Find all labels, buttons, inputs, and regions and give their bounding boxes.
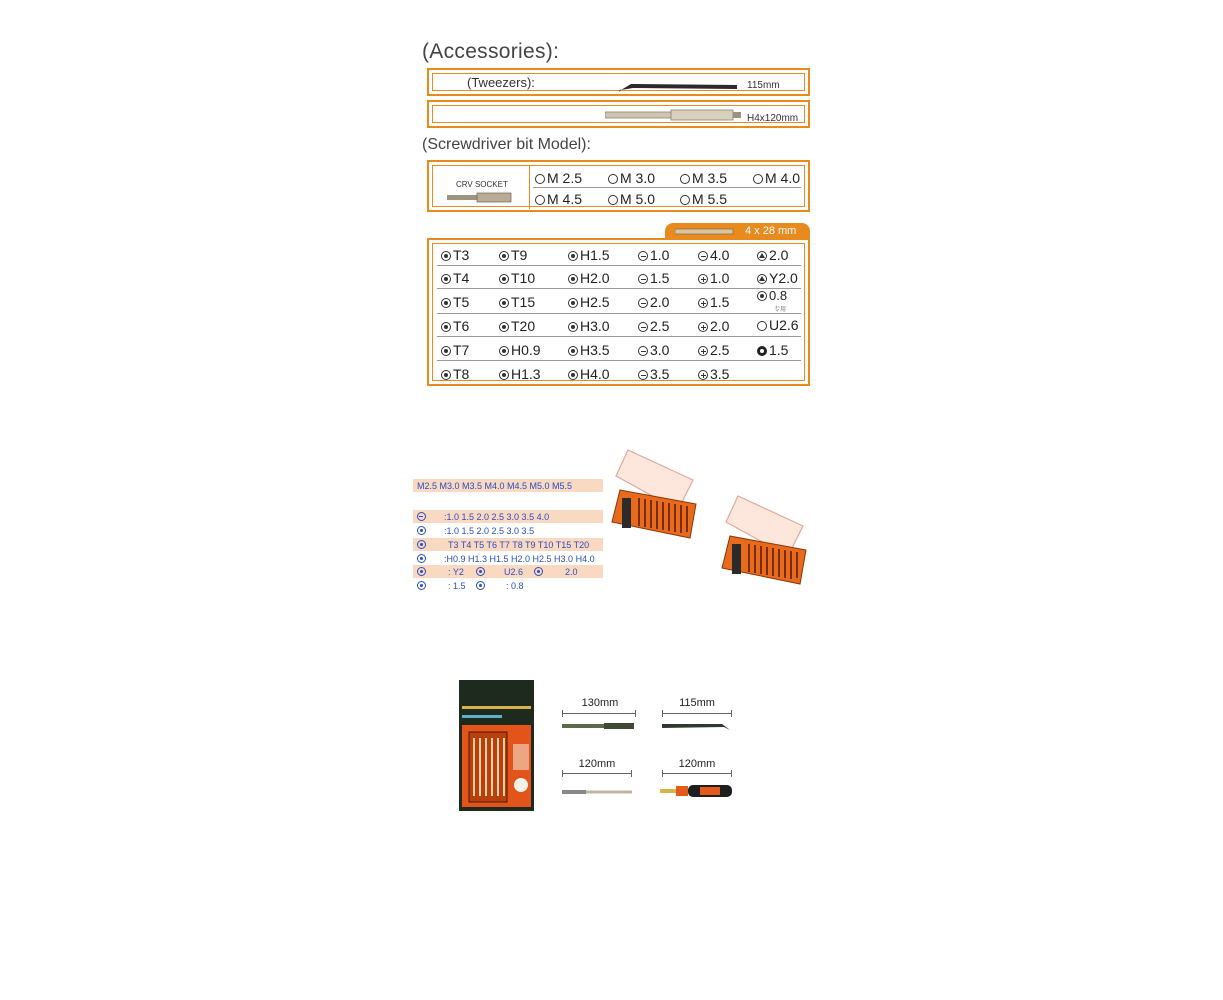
bit-cell: H1.3	[499, 366, 541, 382]
package-image	[459, 680, 534, 811]
kit-image-1	[608, 448, 703, 543]
tool-2-size: 115mm	[679, 697, 715, 709]
socket-icon	[535, 174, 545, 184]
tri-point-icon	[534, 567, 543, 576]
blue-row-tri-c: 2.0	[565, 567, 578, 577]
blue-row-last-a: : 1.5	[448, 581, 466, 591]
bit-size-tab: 4 x 28 mm	[665, 223, 810, 240]
bit-cell: T3	[441, 247, 469, 263]
bit-cell: 1.5	[698, 294, 729, 310]
bit-cell: T6	[441, 318, 469, 334]
bit-cell: T20	[499, 318, 535, 334]
socket-icon	[753, 174, 763, 184]
blue-row-tri-b: U2.6	[504, 567, 524, 577]
blue-row-slot: :1.0 1.5 2.0 2.5 3.0 3.5 4.0	[444, 512, 550, 522]
extension-rod-image	[562, 722, 636, 730]
model-heading: (Screwdriver bit Model):	[422, 136, 591, 153]
m-size-6: M 5.0	[608, 191, 655, 207]
bit-cell: H3.5	[568, 342, 610, 358]
bit-cell: T9	[499, 247, 527, 263]
socket-icon	[608, 174, 618, 184]
tweezers-image	[619, 74, 741, 94]
bit-cell: 2.5	[638, 318, 669, 334]
socket-icon	[680, 174, 690, 184]
u-icon	[476, 567, 485, 576]
bit-cell: T10	[499, 270, 535, 286]
bit-cell: 1.5	[638, 270, 669, 286]
bit-image	[675, 227, 735, 236]
bit-cell: T15	[499, 294, 535, 310]
bit-cell: 2.0	[698, 318, 729, 334]
bit-cell: H1.5	[568, 247, 610, 263]
socket-box	[427, 160, 810, 212]
bit-cell: 1.0	[698, 270, 729, 286]
m-size-5: M 4.5	[535, 191, 582, 207]
bit-cell: 3.0	[638, 342, 669, 358]
m-size-2: M 3.0	[608, 170, 655, 186]
socket-image	[447, 192, 513, 204]
bit-cell: H3.0	[568, 318, 610, 334]
pentalobe-icon	[417, 581, 426, 590]
bit-cell: 4.0	[698, 247, 729, 263]
star-icon	[476, 581, 485, 590]
socket-icon	[608, 195, 618, 205]
m-size-1: M 2.5	[535, 170, 582, 186]
bit-cell: 1.0	[638, 247, 669, 263]
bit-cell: 1.5	[757, 342, 788, 358]
bit-cell: H2.0	[568, 270, 610, 286]
bit-cell: T4	[441, 270, 469, 286]
socket-icon	[535, 195, 545, 205]
tweezers-label: (Tweezers):	[467, 75, 535, 90]
slot-icon	[417, 512, 426, 521]
blue-row-hex: :H0.9 H1.3 H1.5 H2.0 H2.5 H3.0 H4.0	[444, 554, 595, 564]
bit-cell: 2.0	[638, 294, 669, 310]
bit-cell: 0.8	[757, 288, 787, 303]
extension-bar-small-image	[562, 788, 634, 796]
screwdriver-handle-image	[660, 783, 738, 799]
bit-grid-box	[427, 238, 810, 386]
bit-cell: H4.0	[568, 366, 610, 382]
m-size-4: M 4.0	[753, 170, 800, 186]
bit-cell: 2.5	[698, 342, 729, 358]
hex-icon	[417, 554, 426, 563]
blue-row-phillips: :1.0 1.5 2.0 2.5 3.0 3.5	[444, 526, 535, 536]
bit-cell: H2.5	[568, 294, 610, 310]
m-size-7: M 5.5	[680, 191, 727, 207]
m-size-3: M 3.5	[680, 170, 727, 186]
bit-cell: Y2.0	[757, 270, 798, 286]
tweezers-small-image	[662, 721, 736, 733]
tool-1-size: 130mm	[581, 697, 619, 709]
blue-row-tri-a: : Y2	[448, 567, 464, 577]
bit-cell: 3.5	[638, 366, 669, 382]
blue-row-m: M2.5 M3.0 M3.5 M4.0 M4.5 M5.0 M5.5	[417, 481, 573, 491]
bit-cell: H0.9	[499, 342, 541, 358]
kit-image-2	[718, 494, 813, 589]
blue-row-last-b: : 0.8	[506, 581, 524, 591]
tweezers-box	[427, 68, 810, 96]
torx-icon	[417, 540, 426, 549]
socket-icon	[680, 195, 690, 205]
tool-3-size: 120mm	[578, 758, 616, 770]
bit-cell: T5	[441, 294, 469, 310]
bit-note: 专用	[774, 307, 787, 313]
tool-4-size: 120mm	[678, 758, 716, 770]
socket-label: CRV SOCKET	[456, 180, 508, 189]
extension-box	[427, 100, 810, 128]
phillips-icon	[417, 526, 426, 535]
tri-wing-icon	[417, 567, 426, 576]
extension-bar-image	[605, 108, 745, 124]
bit-cell: 3.5	[698, 366, 729, 382]
bit-cell: T8	[441, 366, 469, 382]
extension-size: H4x120mm	[747, 113, 799, 124]
tweezers-size: 115mm	[747, 80, 780, 91]
bit-cell: 2.0	[757, 247, 788, 263]
bit-cell: T7	[441, 342, 469, 358]
accessories-heading: (Accessories):	[422, 40, 560, 63]
bit-cell: U2.6	[757, 317, 799, 333]
blue-row-torx: T3 T4 T5 T6 T7 T8 T9 T10 T15 T20	[448, 540, 590, 550]
